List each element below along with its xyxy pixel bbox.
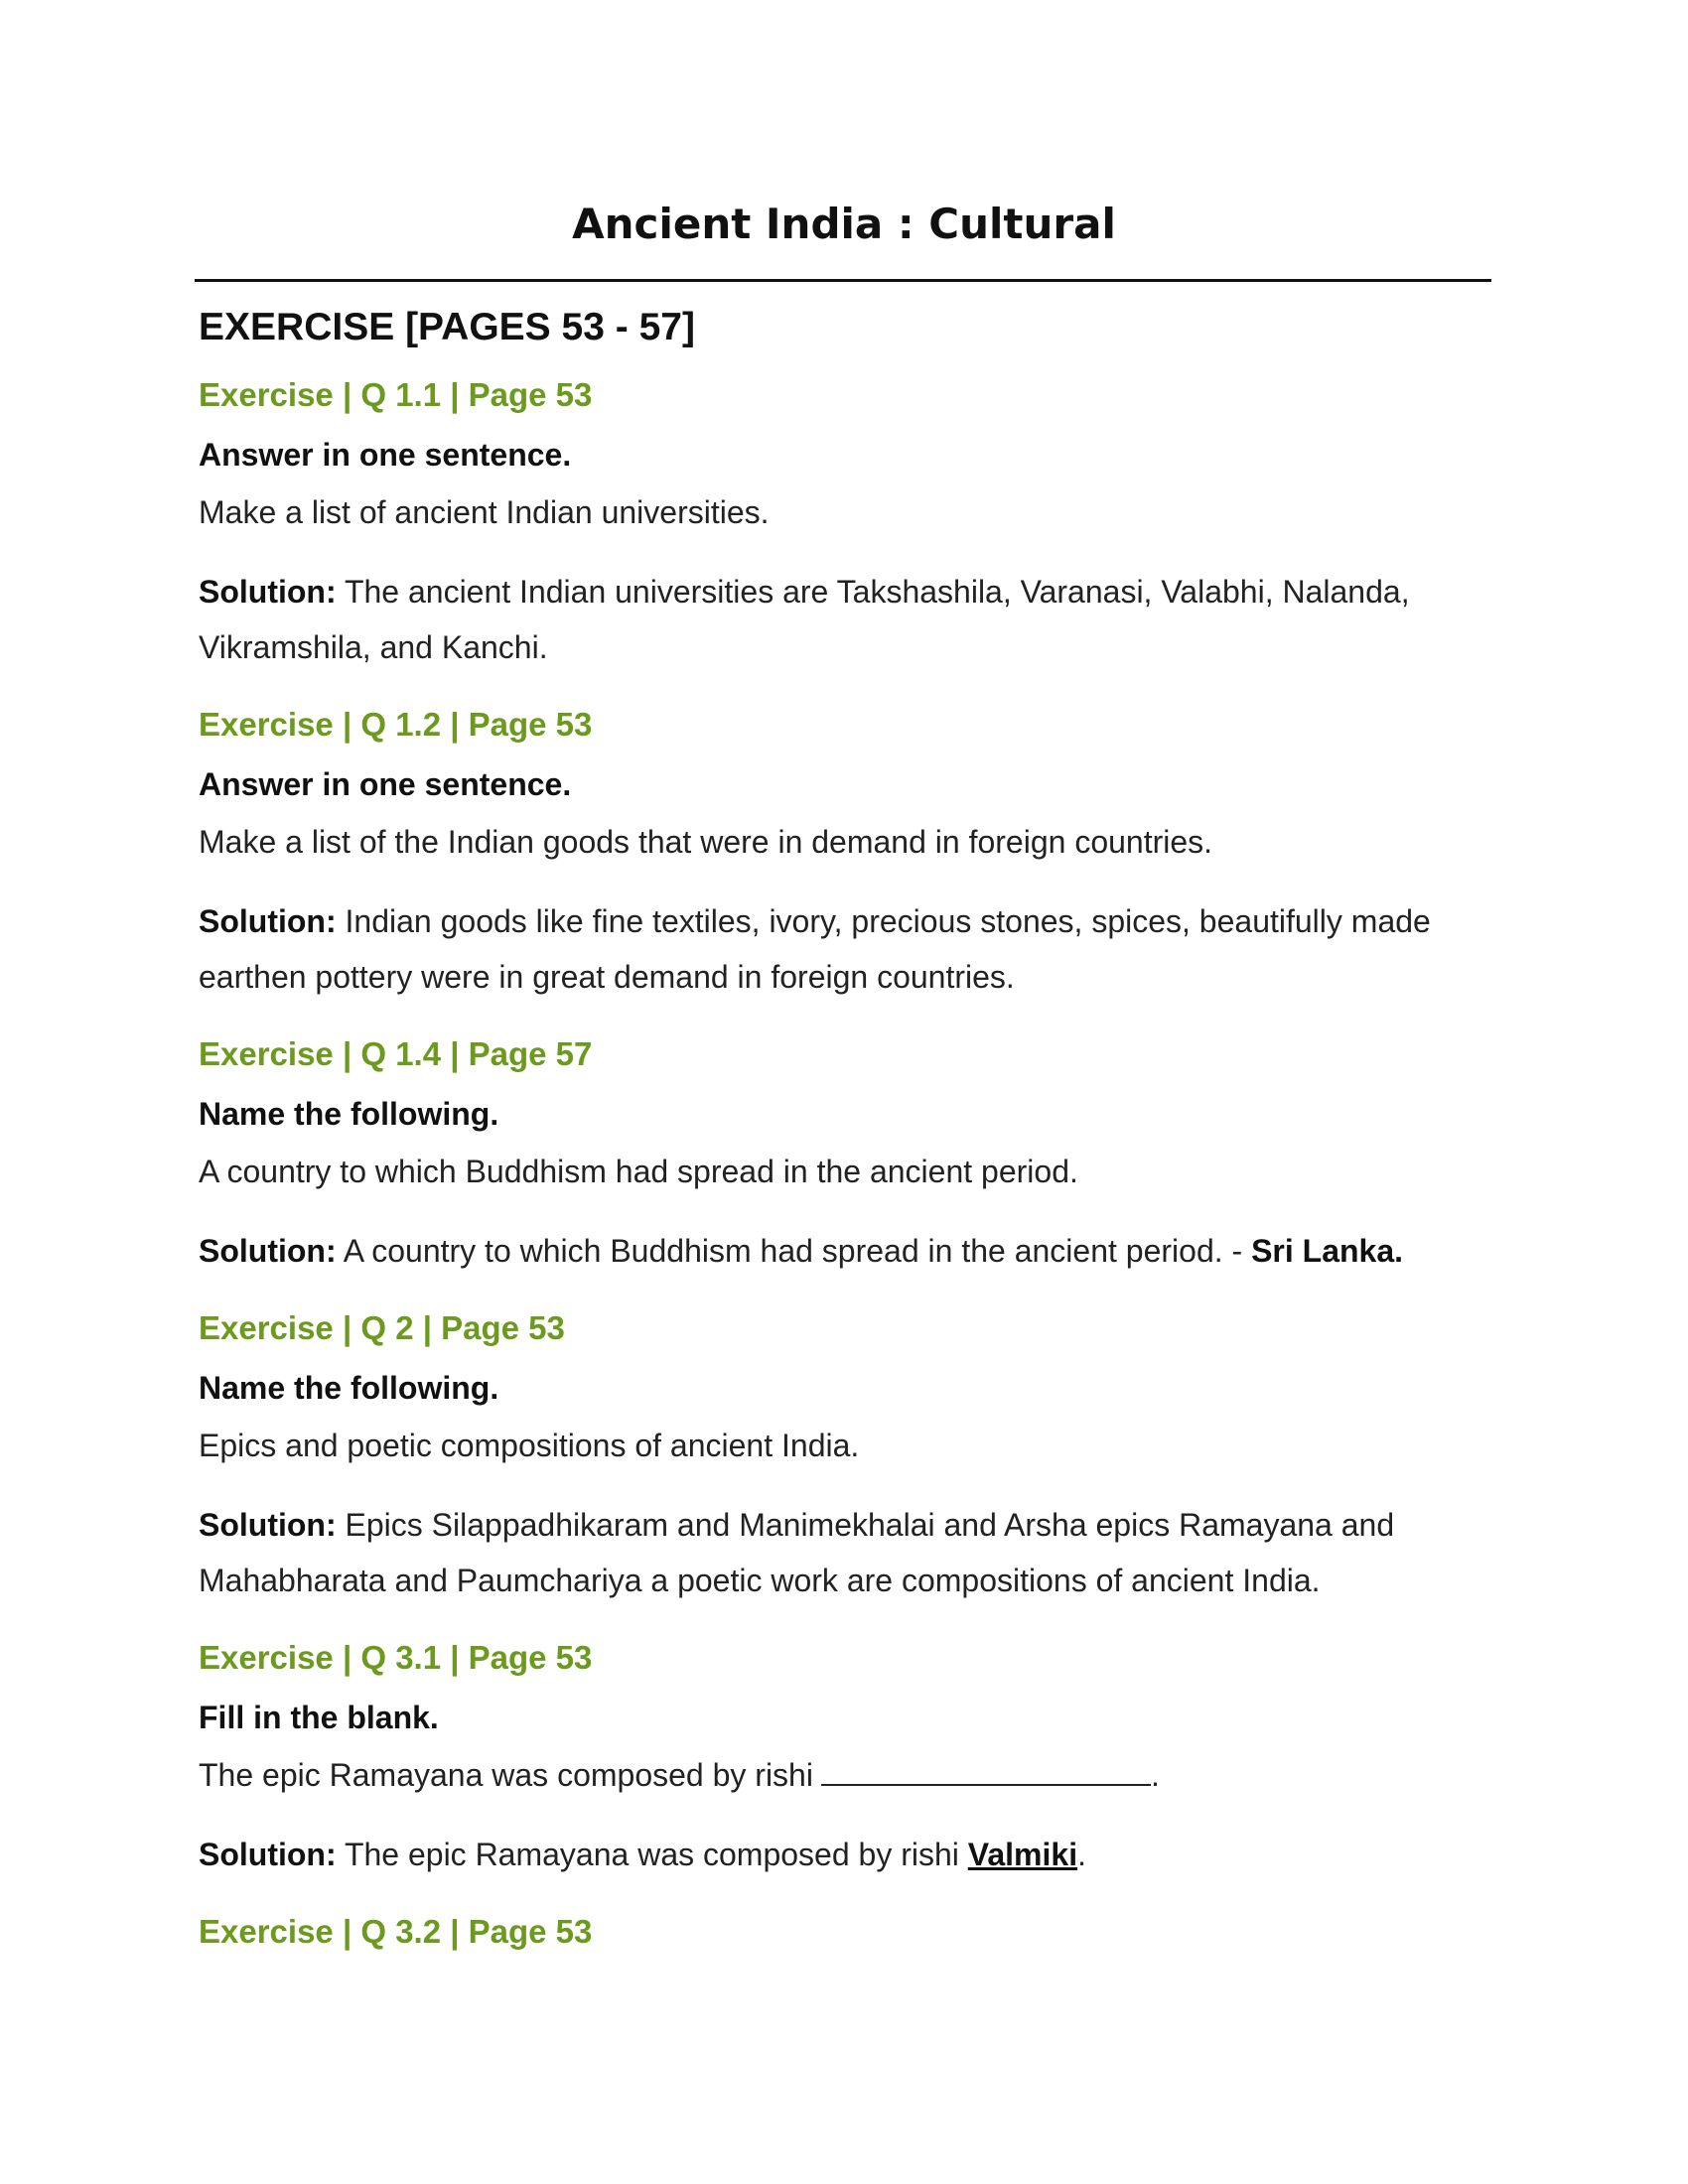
exercise-label: Exercise | Q 3.1 | Page 53 xyxy=(199,1639,593,1676)
solution-body: The ancient Indian universities are Takshashila, Varanasi, Valabhi, Nalanda, Vikramshila, and Kanchi. xyxy=(199,574,1410,665)
exercise-label: Exercise | Q 2 | Page 53 xyxy=(199,1309,565,1346)
solution-body: The epic Ramayana was composed by rishi xyxy=(336,1837,968,1872)
exercise-q1-4 xyxy=(199,1032,1489,1279)
solution-body: Indian goods like fine textiles, ivory, precious stones, spices, beautifully made earthen pottery were in great demand in foreign countries. xyxy=(199,903,1431,995)
solution-end: . xyxy=(1077,1837,1086,1872)
solution-text xyxy=(199,564,1489,675)
solution-label: Solution: xyxy=(199,1837,337,1872)
solution-body: A country to which Buddhism had spread in the ancient period. - xyxy=(336,1233,1252,1269)
exercise-q1-2 xyxy=(199,703,1489,1005)
exercise-q3-2 xyxy=(199,1910,1489,1954)
exercise-q2 xyxy=(199,1306,1489,1608)
solution-answer: Valmiki xyxy=(967,1837,1078,1872)
solution-body: Epics Silappadhikaram and Manimekhalai and Arsha epics Ramayana and Mahabharata and Paumchariya a poetic work are compositions of ancient India. xyxy=(199,1507,1395,1598)
question-text: Epics and poetic compositions of ancient India. xyxy=(199,1428,860,1463)
question-end: . xyxy=(1150,1757,1160,1793)
exercise-label: Exercise | Q 3.2 | Page 53 xyxy=(199,1913,593,1950)
solution-text xyxy=(199,893,1489,1005)
question-body: The epic Ramayana was composed by rishi xyxy=(199,1757,813,1793)
question-instruction: Answer in one sentence. xyxy=(199,766,572,802)
solution-text xyxy=(199,1827,1489,1882)
question-instruction: Name the following. xyxy=(199,1096,499,1132)
exercise-q3-1 xyxy=(199,1636,1489,1882)
exercise-q1-1 xyxy=(199,373,1489,675)
solution-answer: Sri Lanka. xyxy=(1251,1233,1404,1269)
fill-in-blank xyxy=(821,1754,1151,1786)
question-text xyxy=(199,1753,1489,1797)
exercise-label: Exercise | Q 1.2 | Page 53 xyxy=(199,706,593,743)
question-instruction: Fill in the blank. xyxy=(199,1700,439,1735)
document-body xyxy=(199,298,1489,1970)
solution-text xyxy=(199,1497,1489,1608)
page-title: Ancient India : Cultural xyxy=(572,200,1116,248)
question-instruction: Name the following. xyxy=(199,1370,499,1406)
question-text: Make a list of ancient Indian universities. xyxy=(199,494,770,530)
solution-label: Solution: xyxy=(199,903,337,939)
solution-label: Solution: xyxy=(199,574,337,610)
solution-label: Solution: xyxy=(199,1507,337,1543)
solution-text xyxy=(199,1223,1489,1279)
solution-label: Solution: xyxy=(199,1233,337,1269)
section-heading: EXERCISE [PAGES 53 - 57] xyxy=(199,306,695,348)
question-text: Make a list of the Indian goods that were in demand in foreign countries. xyxy=(199,824,1213,860)
title-divider xyxy=(195,279,1491,282)
exercise-label: Exercise | Q 1.1 | Page 53 xyxy=(199,376,593,413)
question-instruction: Answer in one sentence. xyxy=(199,437,572,473)
exercise-label: Exercise | Q 1.4 | Page 57 xyxy=(199,1035,593,1072)
question-text: A country to which Buddhism had spread in the ancient period. xyxy=(199,1154,1078,1189)
